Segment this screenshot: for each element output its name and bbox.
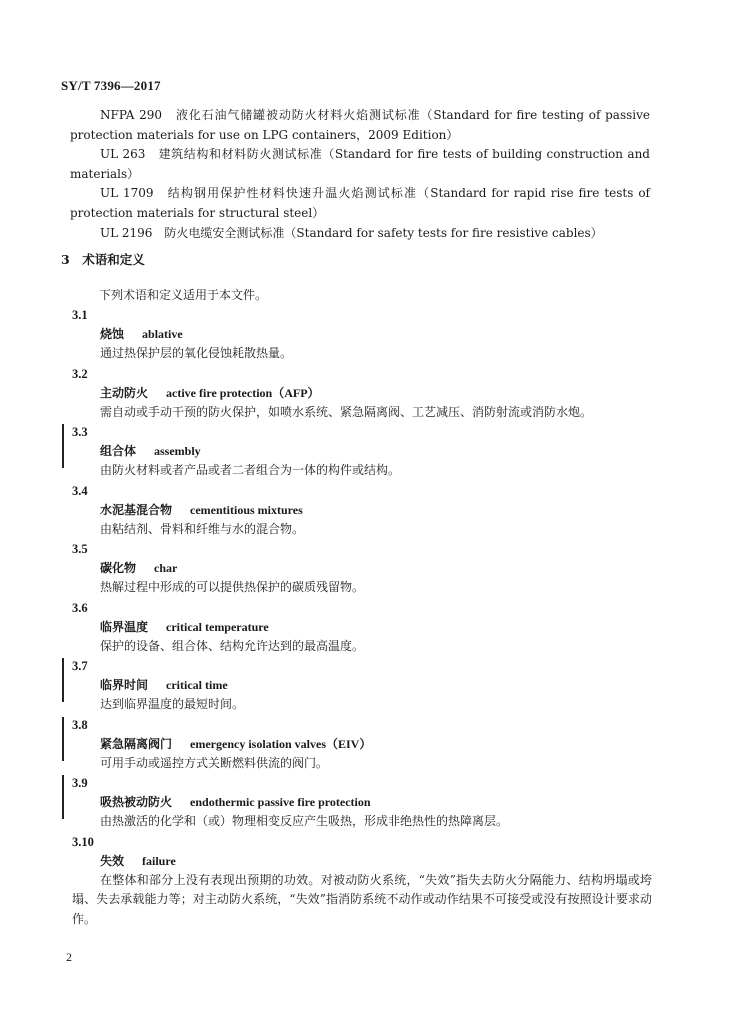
term-en: emergency isolation valves（EIV） [190,736,372,751]
term-number: 3.3 [72,425,88,439]
term-entry [72,656,652,715]
term-entry [72,715,652,774]
term-en: active fire protection（AFP） [166,385,320,400]
term-number: 3.5 [72,542,88,556]
term-title [100,501,652,520]
term-zh: 烧蚀 [100,327,125,341]
term-zh: 组合体 [100,444,137,458]
section-intro: 下列术语和定义适用于本文件。 [99,288,268,302]
term-definition: 达到临界温度的最短时间。 [100,697,245,711]
terms-list [72,305,652,929]
term-title [100,559,652,578]
term-number: 3.2 [72,366,88,381]
term-zh: 临界温度 [100,619,149,634]
term-entry [72,422,652,481]
term-number: 3.4 [72,483,88,498]
term-entry [72,773,652,832]
standard-code-header: SY/T 7396—2017 [61,78,161,93]
term-en: cementitious mixtures [190,502,303,517]
term-entry [72,364,652,423]
term-en: endothermic passive fire protection [190,795,371,809]
term-number: 3.7 [72,659,88,673]
term-definition: 由粘结剂、骨料和纤维与水的混合物。 [100,521,305,536]
reference-item: NFPA 290 液化石油气储罐被动防火材料火焰测试标准（Standard for fire testing of passive protection materials for use on LPG containers，2009 Edition） [70,108,650,142]
page-number: 2 [66,950,72,964]
term-definition: 需自动或手动干预的防火保护，如喷水系统、紧急隔离阀、工艺减压、消防射流或消防水炮。 [100,404,593,419]
term-definition: 由防火材料或者产品或者二者组合为一体的构件或结构。 [100,463,401,477]
term-definition: 由热激活的化学和（或）物理相变反应产生吸热，形成非绝热性的热障离层。 [100,814,509,828]
term-definition: 热解过程中形成的可以提供热保护的碳质残留物。 [100,580,365,594]
term-definition: 保护的设备、组合体、结构允许达到的最高温度。 [100,638,365,653]
term-number: 3.10 [72,834,94,849]
term-zh: 临界时间 [100,678,149,692]
term-entry [72,832,652,930]
change-bar [62,717,64,761]
reference-item: UL 263 建筑结构和材料防火测试标准（Standard for fire tests of building construction and materials） [70,147,650,181]
term-title [100,618,652,637]
term-zh: 失效 [100,853,125,868]
term-en: assembly [154,444,201,458]
change-bar [62,424,64,468]
section-heading: 3 术语和定义 [61,252,145,267]
term-title [100,735,652,754]
term-number: 3.8 [72,717,88,732]
term-zh: 紧急隔离阀门 [100,736,173,751]
normative-references-list [70,106,650,243]
term-number: 3.9 [72,776,88,790]
term-zh: 吸热被动防火 [100,795,173,809]
term-title [100,793,652,812]
term-title [100,325,652,344]
term-en: critical temperature [166,619,269,634]
term-en: char [154,561,178,575]
term-entry [72,305,652,364]
term-entry [72,598,652,657]
term-en: ablative [142,327,183,341]
term-number: 3.6 [72,600,88,615]
term-entry [72,481,652,540]
term-zh: 主动防火 [100,385,149,400]
change-bar [62,775,64,819]
term-definition: 可用手动或遥控方式关断燃料供流的阀门。 [100,755,329,770]
term-zh: 碳化物 [100,561,137,575]
reference-item: UL 2196 防火电缆安全测试标准（Standard for safety tests for fire resistive cables） [100,225,603,240]
term-definition: 在整体和部分上没有表现出预期的功效。对被动防火系统，“失效”指失去防火分隔能力、结构坍塌或垮塌、失去承载能力等；对主动防火系统，“失效”指消防系统不动作或动作结果不可接受或没有按照设计要求动作。 [72,872,652,926]
term-title [100,384,652,403]
term-title [100,442,652,461]
term-number: 3.1 [72,308,88,322]
term-entry [72,539,652,598]
term-title [100,852,652,871]
term-en: failure [142,853,176,868]
term-definition: 通过热保护层的氧化侵蚀耗散热量。 [100,346,293,360]
change-bar [62,658,64,702]
term-en: critical time [166,678,228,692]
term-zh: 水泥基混合物 [100,502,173,517]
reference-item: UL 1709 结构钢用保护性材料快速升温火焰测试标准（Standard for rapid rise fire tests of protection materials for structural steel） [70,186,650,220]
term-title [100,676,652,695]
